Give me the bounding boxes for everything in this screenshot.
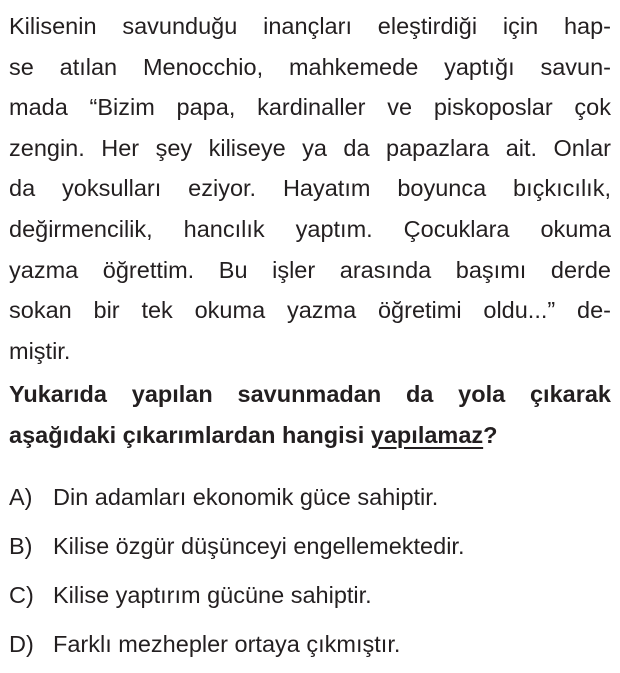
passage-line: miştir. (9, 337, 71, 364)
question-stem (9, 374, 611, 455)
option-text: Din adamları ekonomik güce sahiptir. (53, 484, 439, 510)
question-text: aşağıdaki çıkarımlardan hangisi (9, 421, 371, 448)
passage-line: mada “Bizim papa, kardinaller ve piskoposlar çok (9, 94, 611, 121)
option-letter: D) (9, 631, 34, 657)
question-line: Yukarıda yapılan savunmadan da yola çıkarak (9, 381, 611, 407)
option-d[interactable] (9, 624, 611, 673)
option-a[interactable] (9, 477, 611, 526)
question-line (9, 415, 611, 456)
option-text: Farklı mezhepler ortaya çıkmıştır. (53, 631, 401, 657)
passage-line: sokan bir tek okuma yazma öğretimi oldu...” de- (9, 297, 611, 324)
option-c[interactable] (9, 575, 611, 624)
option-b[interactable] (9, 526, 611, 575)
option-letter: B) (9, 533, 33, 559)
answer-options (9, 477, 611, 673)
option-text: Kilise yaptırım gücüne sahiptir. (53, 582, 372, 608)
passage-line: Kilisenin savunduğu inançları eleştirdiği için hap- (9, 13, 611, 39)
passage-line: yazma öğrettim. Bu işler arasında başımı derde (9, 256, 611, 283)
passage-line: se atılan Menocchio, mahkemede yaptığı savun- (9, 53, 611, 80)
emphasized-word: yapılamaz (370, 421, 484, 448)
question-passage (9, 6, 611, 371)
passage-line: zengin. Her şey kiliseye ya da papazlara ait. Onlar (9, 134, 611, 161)
option-text: Kilise özgür düşünceyi engellemektedir. (53, 533, 465, 559)
passage-line: da yoksulları eziyor. Hayatım boyunca bıçkıcılık, (9, 175, 611, 202)
passage-line: değirmencilik, hancılık yaptım. Çocuklara okuma (9, 215, 611, 242)
option-letter: A) (9, 484, 33, 510)
option-letter: C) (9, 582, 34, 608)
question-mark: ? (483, 421, 498, 448)
